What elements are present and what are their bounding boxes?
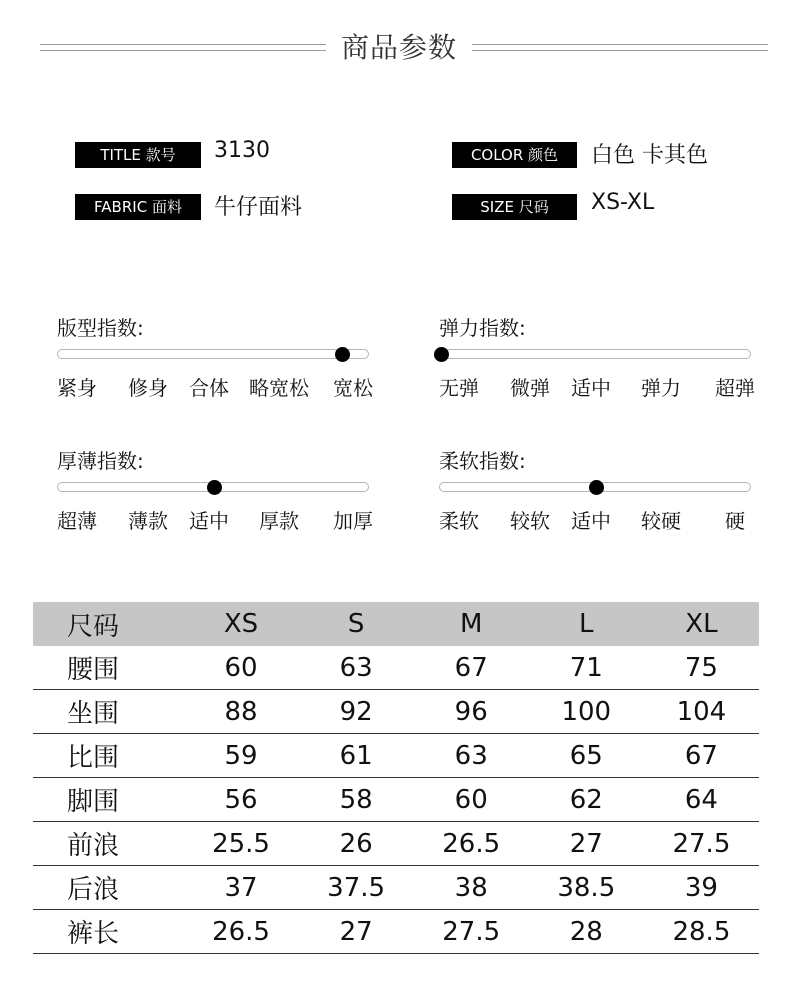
measurement-value-cell: 26: [299, 822, 414, 866]
index-title: 版型指数:: [57, 316, 144, 340]
table-row: [33, 734, 759, 778]
measurement-value-cell: 67: [644, 734, 759, 778]
size-table-header-cell: XS: [183, 602, 298, 646]
measurement-value-cell: 26.5: [414, 822, 529, 866]
measurement-value-cell: 65: [529, 734, 644, 778]
size-table: [33, 602, 759, 954]
size-table-header-row: [33, 602, 759, 646]
measurement-value-cell: 58: [299, 778, 414, 822]
measurement-value-cell: 63: [414, 734, 529, 778]
attribute-color-value: 白色 卡其色: [591, 143, 708, 168]
measurement-value-cell: 25.5: [183, 822, 298, 866]
index-title: 柔软指数:: [439, 449, 526, 473]
table-row: [33, 690, 759, 734]
measurement-name-cell: 比围: [33, 734, 183, 778]
size-table-header-cell: XL: [644, 602, 759, 646]
index-label: 加厚: [333, 509, 373, 533]
attribute-fabric-tag: FABRIC 面料: [75, 194, 201, 220]
index-label: 微弹: [510, 376, 550, 400]
measurement-value-cell: 63: [299, 646, 414, 690]
attribute-title-value: 3130: [214, 138, 270, 163]
measurement-value-cell: 39: [644, 866, 759, 910]
index-knob: [589, 480, 604, 495]
index-label: 修身: [128, 376, 168, 400]
index-title: 厚薄指数:: [57, 449, 144, 473]
index-label: 适中: [189, 509, 229, 533]
index-label: 略宽松: [249, 376, 309, 400]
index-label: 适中: [571, 376, 611, 400]
measurement-value-cell: 27: [529, 822, 644, 866]
measurement-value-cell: 88: [183, 690, 298, 734]
index-label: 紧身: [57, 376, 97, 400]
measurement-value-cell: 61: [299, 734, 414, 778]
measurement-value-cell: 104: [644, 690, 759, 734]
table-row: [33, 866, 759, 910]
measurement-value-cell: 60: [414, 778, 529, 822]
measurement-value-cell: 62: [529, 778, 644, 822]
measurement-name-cell: 脚围: [33, 778, 183, 822]
measurement-value-cell: 26.5: [183, 910, 298, 954]
measurement-value-cell: 27.5: [414, 910, 529, 954]
index-knob: [207, 480, 222, 495]
index-label: 薄款: [128, 509, 168, 533]
index-label: 宽松: [333, 376, 373, 400]
measurement-name-cell: 后浪: [33, 866, 183, 910]
index-label: 柔软: [439, 509, 479, 533]
measurement-value-cell: 60: [183, 646, 298, 690]
index-label: 较硬: [641, 509, 681, 533]
measurement-value-cell: 59: [183, 734, 298, 778]
attribute-title-tag: TITLE 款号: [75, 142, 201, 168]
size-table-header-cell: L: [529, 602, 644, 646]
index-fit: [57, 312, 373, 402]
index-label: 超薄: [57, 509, 97, 533]
index-label: 超弹: [715, 376, 755, 400]
index-track: [439, 349, 751, 359]
page-title: 商品参数: [340, 31, 457, 64]
attribute-size-value: XS-XL: [591, 190, 655, 215]
index-label: 厚款: [259, 509, 299, 533]
attribute-fabric-value: 牛仔面料: [214, 195, 303, 220]
measurement-value-cell: 28.5: [644, 910, 759, 954]
index-label: 较软: [510, 509, 550, 533]
table-row: [33, 822, 759, 866]
measurement-value-cell: 38.5: [529, 866, 644, 910]
measurement-value-cell: 27.5: [644, 822, 759, 866]
table-row: [33, 910, 759, 954]
attribute-color-tag: COLOR 颜色: [452, 142, 577, 168]
size-table-header-cell: 尺码: [33, 602, 183, 646]
index-softness: [439, 445, 751, 535]
measurement-value-cell: 96: [414, 690, 529, 734]
size-table-header-cell: S: [299, 602, 414, 646]
header-divider-left: [40, 44, 326, 51]
header-divider-right: [472, 44, 768, 51]
index-knob: [335, 347, 350, 362]
measurement-value-cell: 100: [529, 690, 644, 734]
measurement-value-cell: 28: [529, 910, 644, 954]
measurement-value-cell: 37.5: [299, 866, 414, 910]
measurement-name-cell: 裤长: [33, 910, 183, 954]
size-table-body: [33, 646, 759, 954]
measurement-name-cell: 腰围: [33, 646, 183, 690]
measurement-value-cell: 37: [183, 866, 298, 910]
index-title: 弹力指数:: [439, 316, 526, 340]
measurement-name-cell: 前浪: [33, 822, 183, 866]
table-row: [33, 778, 759, 822]
index-track: [57, 349, 369, 359]
measurement-value-cell: 64: [644, 778, 759, 822]
index-knob: [434, 347, 449, 362]
measurement-value-cell: 27: [299, 910, 414, 954]
index-thickness: [57, 445, 373, 535]
measurement-value-cell: 92: [299, 690, 414, 734]
measurement-value-cell: 38: [414, 866, 529, 910]
index-label: 硬: [725, 509, 745, 533]
size-table-header-cell: M: [414, 602, 529, 646]
attribute-size-tag: SIZE 尺码: [452, 194, 577, 220]
index-elasticity: [439, 312, 755, 402]
index-label: 合体: [189, 376, 229, 400]
index-label: 无弹: [439, 376, 479, 400]
index-label: 适中: [571, 509, 611, 533]
measurement-value-cell: 67: [414, 646, 529, 690]
table-row: [33, 646, 759, 690]
measurement-value-cell: 71: [529, 646, 644, 690]
measurement-value-cell: 56: [183, 778, 298, 822]
measurement-name-cell: 坐围: [33, 690, 183, 734]
measurement-value-cell: 75: [644, 646, 759, 690]
index-label: 弹力: [641, 376, 681, 400]
